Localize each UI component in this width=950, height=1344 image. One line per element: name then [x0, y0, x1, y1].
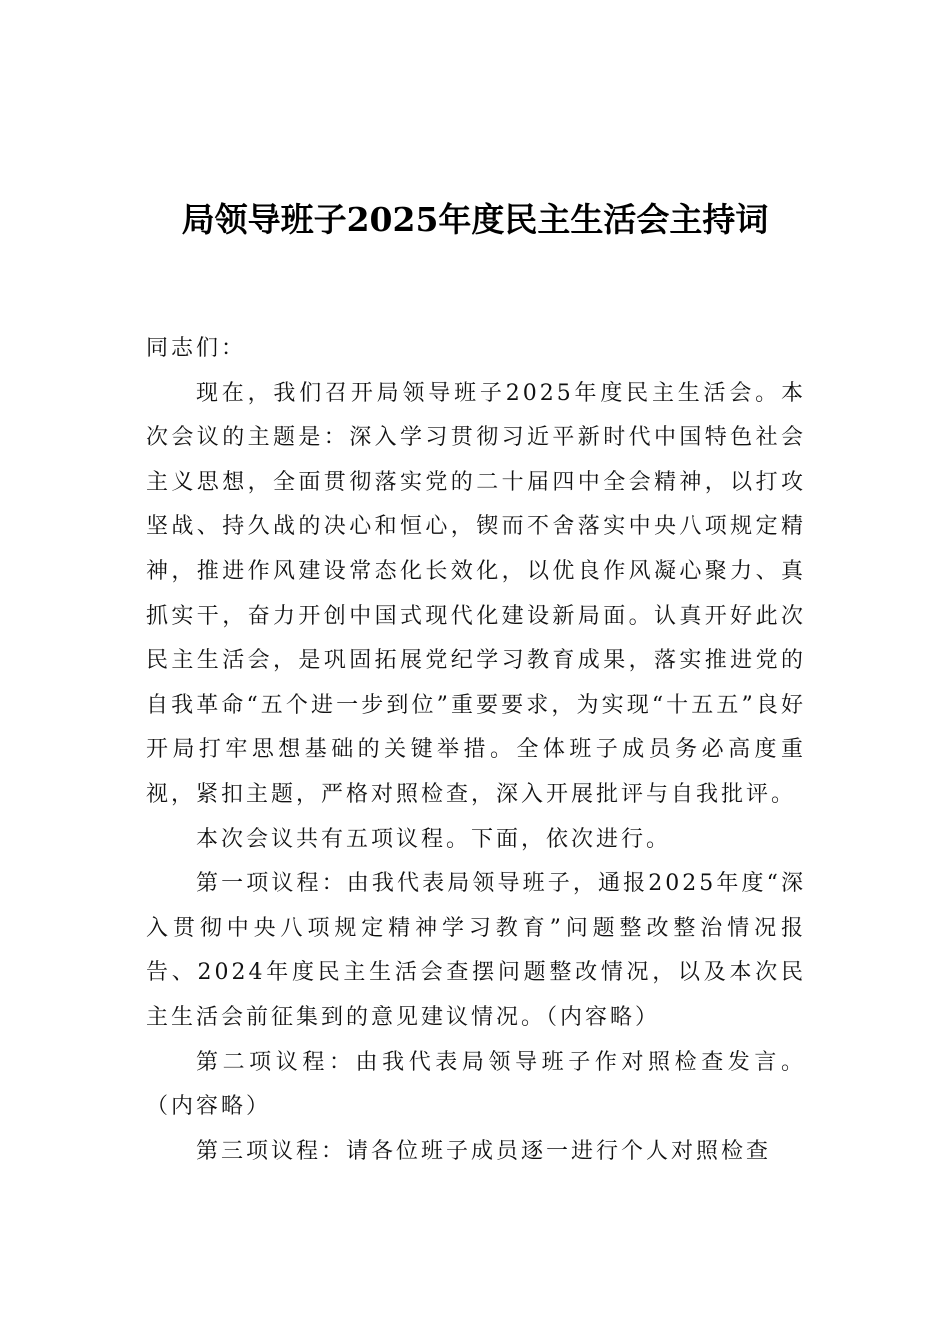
paragraph-agenda-item-3: 第三项议程：请各位班子成员逐一进行个人对照检查	[196, 1138, 772, 1164]
paragraph-agenda-intro: 本次会议共有五项议程。下面，依次进行。	[196, 826, 672, 852]
paragraph-agenda-item-2: 第二项议程：由我代表局领导班子作对照检查发言。（内容略）	[146, 1049, 806, 1120]
document-body	[146, 327, 806, 1174]
salutation: 同志们：	[146, 336, 247, 361]
document-title: 局领导班子2025年度民主生活会主持词	[181, 200, 769, 239]
paragraph-opening: 现在，我们召开局领导班子2025年度民主生活会。本次会议的主题是：深入学习贯彻习近平新时代中国特色社会主义思想，全面贯彻落实党的二十届四中全会精神，以打攻坚战、持久战的决心和恒心，锲而不舍落实中央八项规定精神，推进作风建设常态化长效化，以优良作风凝心聚力、真抓实干，奋力开创中国式现代化建设新局面。认真开好此次民主生活会，是巩固拓展党纪学习教育成果，落实推进党的自我革命“五个进一步到位”重要要求，为实现“十五五”良好开局打牢思想基础的关键举措。全体班子成员务必高度重视，紧扣主题，严格对照检查，深入开展批评与自我批评。	[146, 380, 806, 807]
paragraph-agenda-item-1: 第一项议程：由我代表局领导班子，通报2025年度“深入贯彻中央八项规定精神学习教育”问题整改整治情况报告、2024年度民主生活会查摆问题整改情况，以及本次民主生活会前征集到的意见建议情况。（内容略）	[146, 871, 806, 1030]
